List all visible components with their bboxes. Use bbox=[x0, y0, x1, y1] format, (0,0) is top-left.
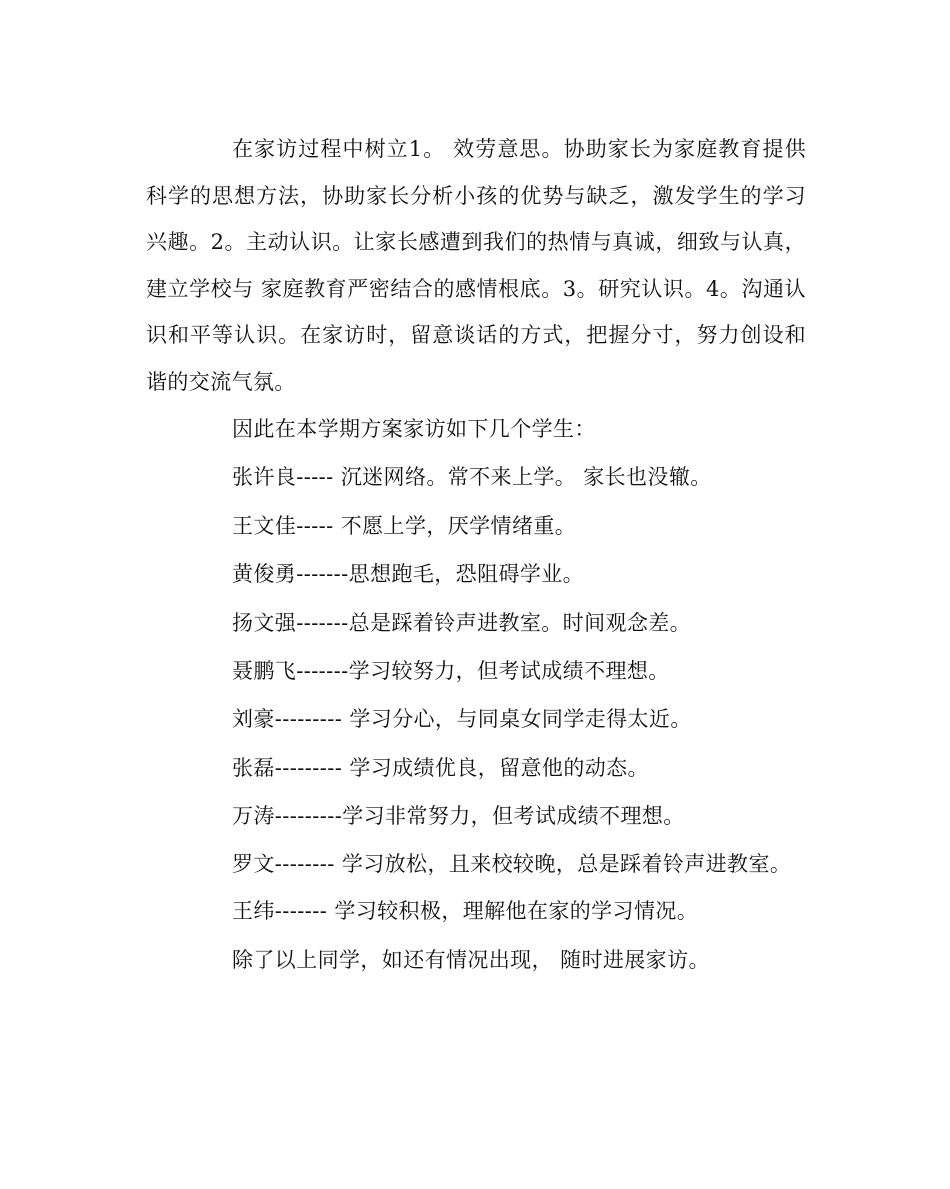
student-entry: 扬文强-------总是踩着铃声进教室。时间观念差。 bbox=[232, 610, 692, 635]
student-entry: 聂鹏飞-------学习较努力，但考试成绩不理想。 bbox=[232, 659, 670, 684]
student-entry: 黄俊勇-------思想跑毛，恐阻碍学业。 bbox=[232, 562, 585, 587]
student-entry: 万涛---------学习非常努力，但考试成绩不理想。 bbox=[232, 804, 685, 829]
student-entry: 张磊--------- 学习成绩优良，留意他的动态。 bbox=[232, 755, 649, 780]
plan-intro: 因此在本学期方案家访如下几个学生： bbox=[232, 417, 596, 441]
student-entry: 王纬------- 学习较积极，理解他在家的学习情况。 bbox=[232, 899, 699, 924]
document-body bbox=[146, 126, 806, 984]
student-entry: 罗文-------- 学习放松，且来校较晚，总是踩着铃声进教室。 bbox=[232, 851, 792, 876]
student-entry: 刘豪--------- 学习分心，与同桌女同学走得太近。 bbox=[232, 707, 692, 732]
student-entry: 张许良----- 沉迷网络。常不来上学。 家长也没辙。 bbox=[232, 465, 712, 490]
student-entry: 王文佳----- 不愿上学，厌学情绪重。 bbox=[232, 513, 577, 538]
intro-paragraph: 在家访过程中树立1。 效劳意思。协助家长为家庭教育提供科学的思想方法，协助家长分析小孩的优势与缺乏，激发学生的学习兴趣。2。主动认识。让家长感遭到我们的热情与真诚，细致与认真，建立学校与 家庭教育严密结合的感情根底。3。研究认识。4。沟通认识和平等认识。在家访时，留意谈话的方式，把握分寸，努力创设和谐的交流气氛。 bbox=[146, 137, 806, 394]
closing-line: 除了以上同学，如还有情况出现， 随时进展家访。 bbox=[232, 947, 710, 972]
